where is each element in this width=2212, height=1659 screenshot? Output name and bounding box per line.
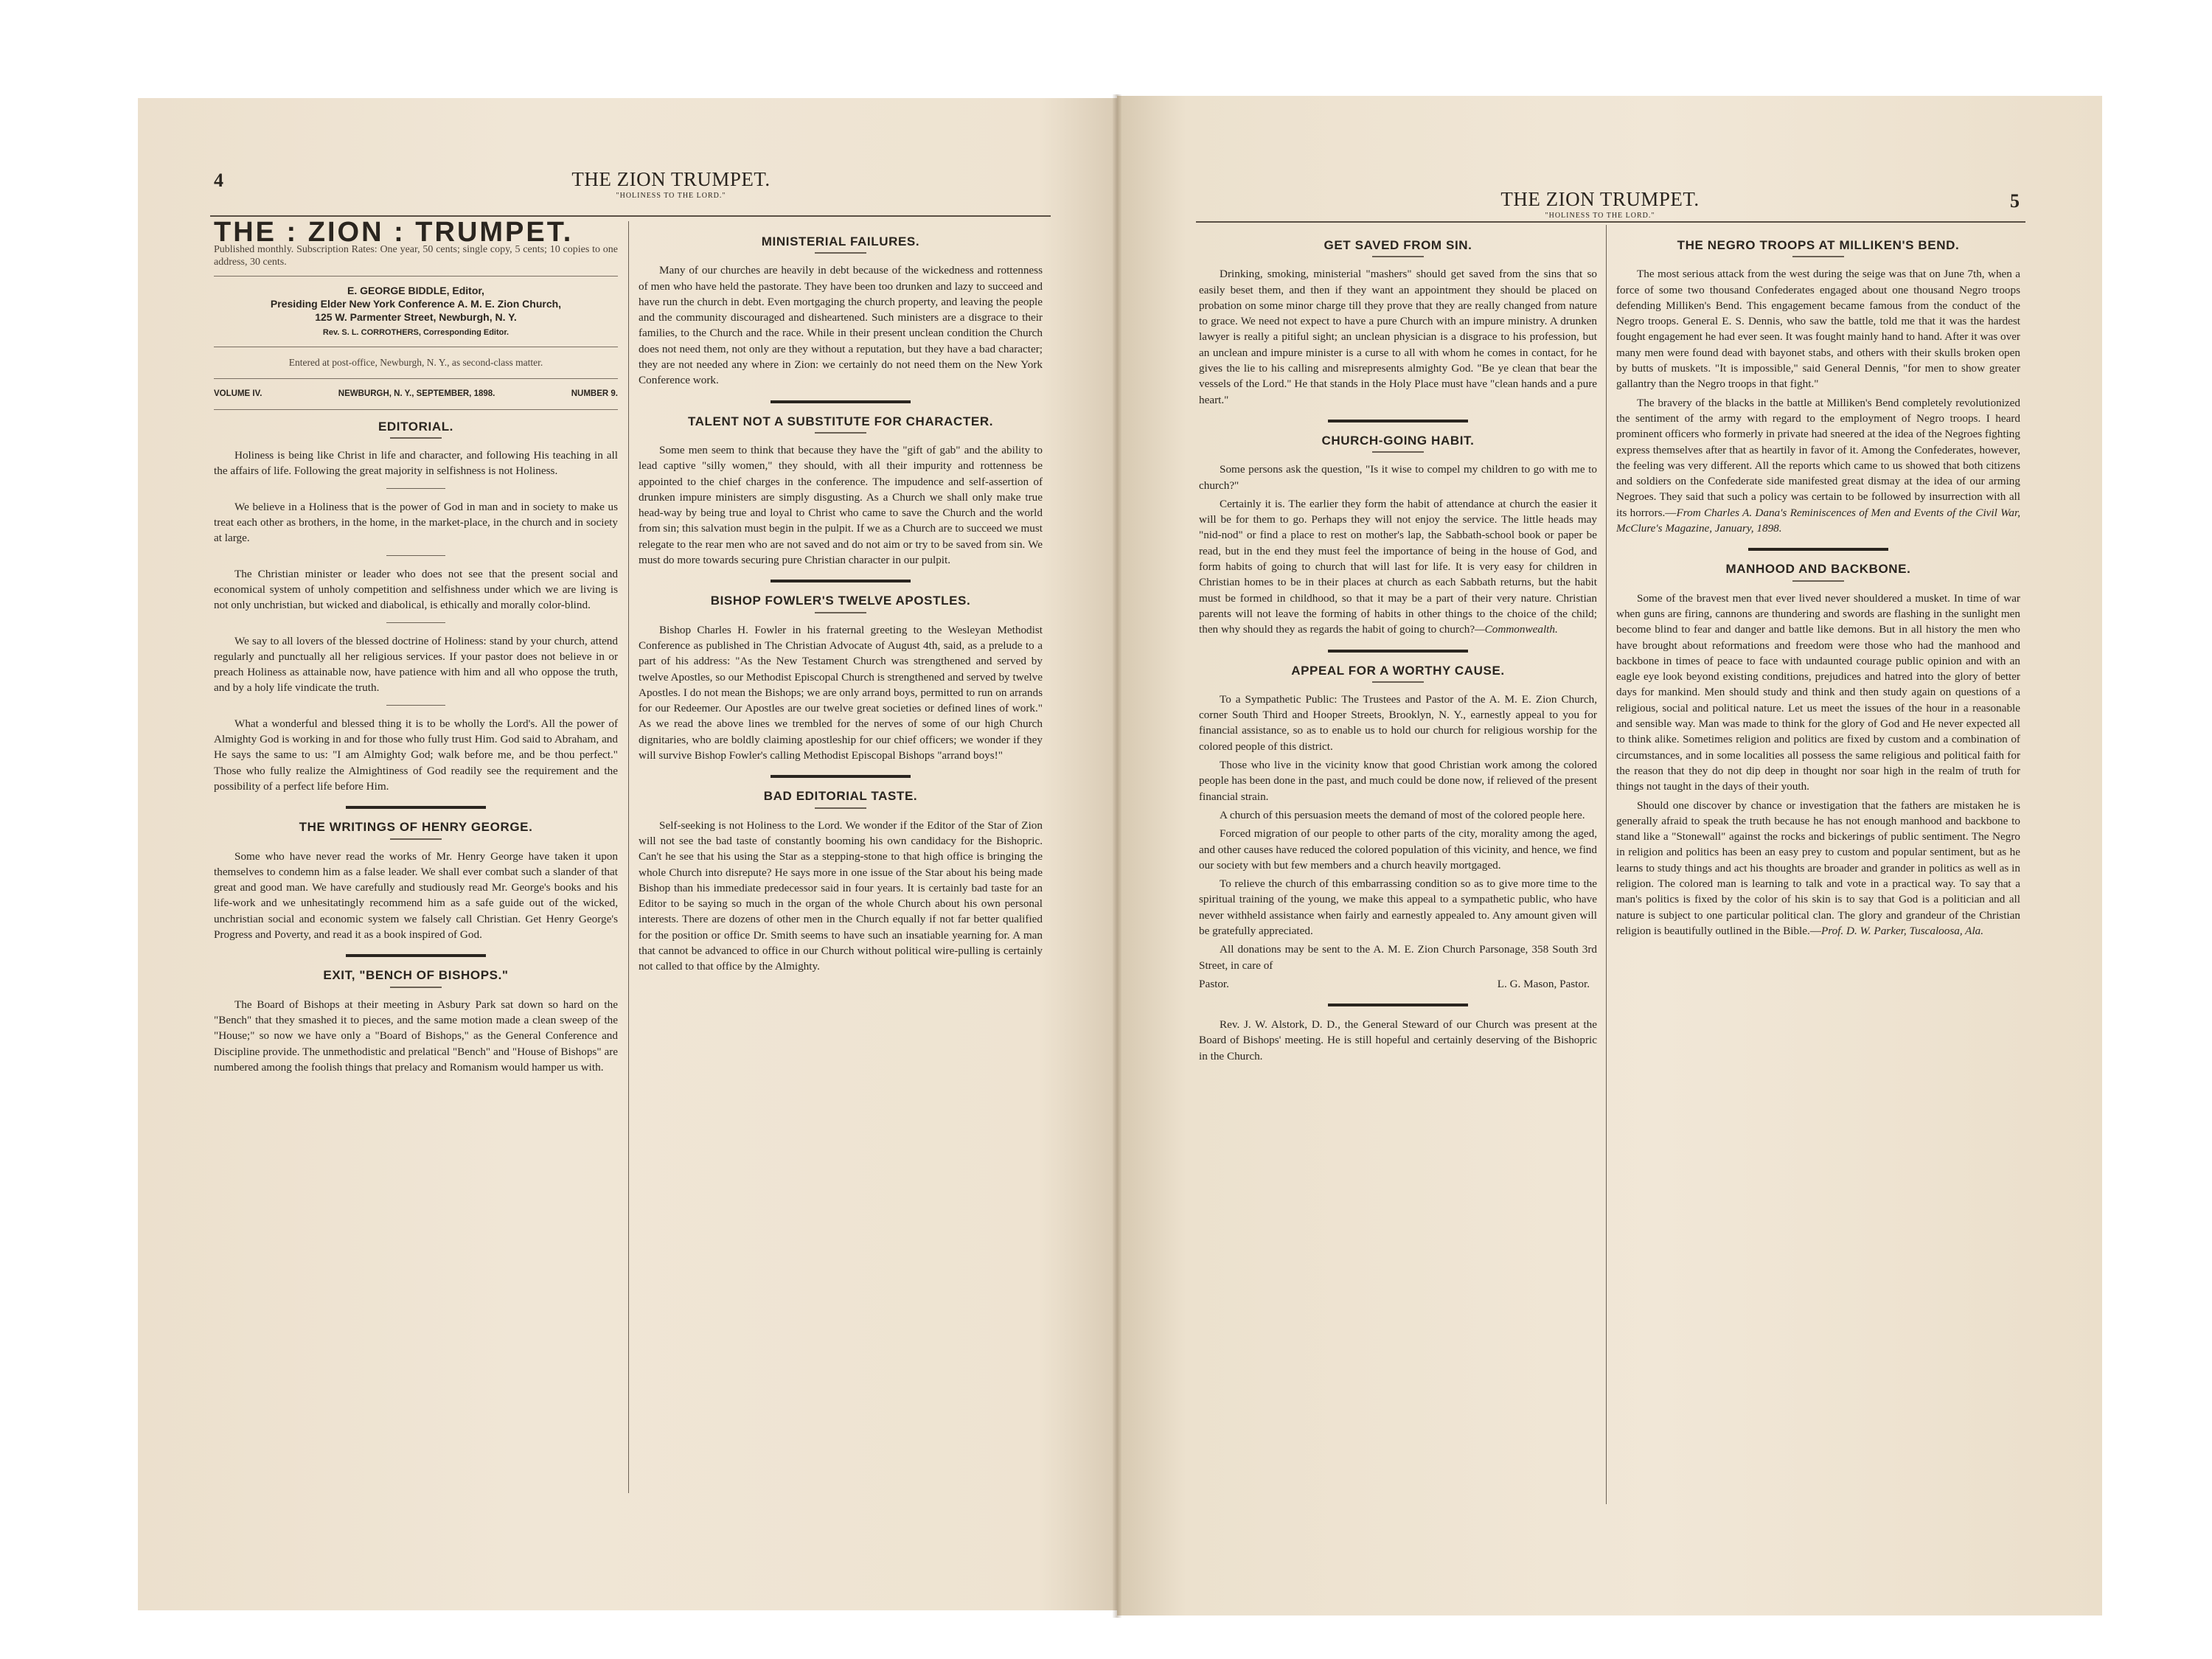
editorial-heading: EDITORIAL.: [378, 419, 454, 434]
right-running-head: [1445, 188, 1755, 220]
henry-george-text: Some who have never read the works of Mr. Henry George have taken it upon themselves to condemn him as a false leader. We shall ever combat such a slander of that great and good man. We have carefully and studiously read Mr. George's books and his life-work and we unhesitatingly recommend him as a safe guide out of the wicked, unchristian social and economic system we falsely call Christian. Get Henry George's Progress and Poverty, and read it as a book inspired of God.: [214, 849, 618, 942]
fowler-heading-rule: [815, 612, 866, 613]
talent-heading-rule: [815, 432, 866, 434]
right-page-number: 5: [2010, 190, 2020, 212]
saved-text: Drinking, smoking, ministerial "mashers" should get saved from the sins that so easily beset them, and then if they want an appointment they should be placed on probation on some minor charge till they prove that they are really changed from nature to grace. We need not expect to have a pure Church with an impure ministry. A drunken lawyer is really a pitiful sight; an unclean physician is a disgrace to his profession, but an unclean and impure minister is a curse to all with whom he comes in contact, for he gives the lie to his calling and misrepresents almighty God. "Be ye clean that bear the vessels of the Lord." He that stands in the Holy Place must have "clean hands and a pure heart.": [1199, 268, 1597, 406]
editorial-paragraph: What a wonderful and blessed thing it is to be wholly the Lord's. All the power of Almighty God is working in and for those who fully trust Him. God said to Abraham, and He says the same to us: "I am Almighty God; walk before me, and be thou perfect." Those who fully realize the Almightiness of God readily see the requirement and the possibility of a perfect life before Him.: [214, 717, 618, 793]
bad-taste-heading: BAD EDITORIAL TASTE.: [763, 789, 918, 804]
milliken-source: From Charles A. Dana's Reminiscences of Men and Events of the Civil War, McClure's Magazine, January, 1898.: [1616, 506, 2020, 535]
talent-heading: TALENT NOT A SUBSTITUTE FOR CHARACTER.: [687, 414, 994, 428]
appeal-paragraph: To relieve the church of this embarrassing condition so as to give more time to the spiritual training of the young, we make this appeal to a sympathetic public, who have never withheld assistance when fairly and earnestly appealed to. Any amount given will be gratefully appreciated.: [1199, 877, 1597, 937]
talent-text: Some men seem to think that because they have the "gift of gab" and the ability to lead captive "silly women," they should, with all their impurity and rottenness be appointed to the chief charges in the conference. The impudence and self-assertion of drunken impure ministers are simply disgusting. As a Church we shall only make true head-way by being true and loyal to Christ who came to save the Church and the world from sin; this salvation must begin in the pulpit. If we as a Church are to succeed we must relegate to the rear men who are not saved and do not aim or try to be saved from sin. We must do more towards securing pure Christian character in our pulpit.: [639, 443, 1043, 567]
editor-address: 125 W. Parmenter Street, Newburgh, N. Y.: [315, 311, 517, 324]
left-column-2: [639, 225, 1043, 978]
section-bar: [771, 775, 911, 778]
appeal-paragraph: A church of this persuasion meets the demand of most of the colored people here.: [1220, 808, 1585, 821]
manhood-heading: MANHOOD AND BACKBONE.: [1725, 562, 1911, 577]
milliken-paragraph: The most serious attack from the west during the seige was that on June 7th, when a force of some two thousand Confederates engaged about one thousand Negro troops defending Milliken's Bend. This engagement became famous from the conduct of the Negro troops. General E. S. Dennis, who saw the battle, told me that it was the hardest fought engagement he had ever seen. It was fought mainly hand to hand. After it was over many men were found dead with bayonet stabs, and others with their skulls broken open by butts of muskets. "It is impossible," said General Dennis, "for men to show greater gallantry than the Negro troops in that fight.": [1616, 268, 2020, 391]
manhood-paragraph: Some of the bravest men that ever lived never shouldered a musket. In time of war when guns are firing, cannons are thundering and swords are flashing in the sunlight men become blind to fear and danger and battle like demons. But in all history the men who have brought about reformations and freedom were those who had the manhood and backbone in times of peace to face with undaunted courage public opinion and with an eagle eye look beyond existing conditions, prejudices and hatred into the glory of better days for mankind. Men should study and think and then study again on questions of a religious, social and political nature. Let us meet the issues of the hour in a reasonable and sensible way. Man was made to think for the glory of God and He never expected all to think alike. Sometimes religion and politics are fixed by custom and a combination of circumstances, and in some localities all possess the same religious and political faith for the reason that they do not dip deep in thought nor soar high in the realm of truth for things not taught in the days of their youth.: [1616, 591, 2020, 793]
left-header-motto: "HOLINESS TO THE LORD.": [616, 192, 726, 200]
bench-heading-rule: [390, 987, 442, 988]
volume-number: VOLUME IV.: [214, 389, 262, 398]
right-column-rule: [1606, 225, 1607, 1504]
masthead-divider-3: [214, 378, 618, 379]
habit-paragraph: Some persons ask the question, "Is it wise to compel my children to go with me to church?": [1199, 463, 1597, 492]
section-bar: [1748, 548, 1888, 551]
ministerial-text: Many of our churches are heavily in debt because of the wickedness and rottenness of men who have held the pastorate. They have been too drunken and lazy to succeed and have run the church in debt. Even mortgaging the church property, and leaving the people and the community discouraged and disheartened. Such ministers are a disgrace to their families, to the Church and the race. While in their present unclean condition the Church does not need them, not only are they without a reputation, but they have a bad character; they are not needed any where in Zion: we certainly do not need them on the New York Conference work.: [639, 264, 1043, 387]
masthead-divider-4: [214, 409, 618, 410]
appeal-paragraph: Forced migration of our people to other parts of the city, morality among the aged, and other causes have reduced the colored population of this vicinity, and hence, we find our society with but few members and a church heavily mortgaged.: [1199, 827, 1597, 872]
fowler-heading: BISHOP FOWLER'S TWELVE APOSTLES.: [710, 594, 971, 608]
editorial-paragraph: We believe in a Holiness that is the power of God in man and in society to make us treat each other as brothers, in the home, in the market-place, in the church and in society at large.: [214, 500, 618, 545]
issue-place-date: NEWBURGH, N. Y., SEPTEMBER, 1898.: [338, 389, 495, 398]
masthead-editor-block: [214, 284, 618, 339]
manhood-paragraph: Should one discover by chance or investigation that the fathers are mistaken he is generally afraid to speak the truth because he has not enough manhood and backbone to stand like a "Stonewall" against the rocks and bickerings of public sentiment. The Negro in religion and politics has been an easy prey to custom and popular sentiment, but as he learns to study things and act his thoughts are broader and grander in politics as well as in religion. The colored man is learning to talk and vote in a practical way. To say that a man's politics is fixed by the color of his skin is to say that God is a politician and all nature is subject to one particular political clan. The glory and grandeur of the Christian religion is beautifully outlined in the Bible.—Prof. D. W. Parker, Tuscaloosa, Ala.: [1616, 799, 2020, 937]
appeal-paragraph: All donations may be sent to the A. M. E. Zion Church Parsonage, 358 South 3rd Street, in care of: [1199, 943, 1597, 972]
appeal-paragraph: To a Sympathetic Public: The Trustees and Pastor of the A. M. E. Zion Church, corner South Third and Hooper Streets, Brooklyn, N. Y., earnestly appeal to you for financial assistance, so as to enable us to hold our church for religious worship for the colored people of this district.: [1199, 692, 1597, 753]
editor-name: E. GEORGE BIDDLE, Editor,: [347, 285, 484, 297]
left-column-1: [214, 217, 618, 1078]
ministerial-heading: MINISTERIAL FAILURES.: [761, 234, 920, 248]
bench-heading: EXIT, "BENCH OF BISHOPS.": [323, 968, 509, 983]
saved-heading: GET SAVED FROM SIN.: [1324, 238, 1472, 252]
habit-paragraph: Certainly it is. The earlier they form the habit of attendance at church the easier it will be for them to go. Perhaps they will not enjoy the service. The little heads may "nid-nod" or find a place to rest on mother's lap, the Sabbath-school book or paper be read, but in the end they must feel the importance of being in the house of God, and form habits of going to church that will last for life. It is very easy for children in Christian homes to be in their places at church as each Sabbath returns, but the habit must be formed in childhood, so that it may be a part of their very nature. Christian parents will not leave the forming of habits in other things to the choice of the child; then why should they as regards the habit of going to church?—Commonwealth.: [1199, 497, 1597, 636]
milliken-body: The bravery of the blacks in the battle at Milliken's Bend completely revolutionized the sentiment of the army with regard to the employment of Negro troops. I heard prominent officers who formerly in private had sneered at the idea of the Negroes fighting express themselves after that as heartily in favor of it. Among the Confederates, however, the feeling was very different. All the reports which came to us showed that both citizens and soldiers on the Confederate side manifested great dismay at the idea of our arming Negroes. They said that such a policy was certain to be followed by insurrection with all its horrors.: [1616, 396, 2020, 519]
volume-line: [214, 386, 618, 402]
section-bar: [1328, 1004, 1468, 1006]
henry-george-heading: THE WRITINGS OF HENRY GEORGE.: [299, 820, 533, 835]
editorial-separator: [386, 705, 445, 706]
bad-taste-text: Self-seeking is not Holiness to the Lord. We wonder if the Editor of the Star of Zion will not see the bad taste of constantly booming his own candidacy for the Bishopric. Can't he see that his using the Star as a stepping-stone to that high office is bringing the whole Church into disrepute? He says more in one issue of the Star about his being made Bishop than his immediate predecessor said in four years. It is certainly bad taste for an Editor to be saying so much in the organ of the whole Church about his own personal interests. There are dozens of other men in the Church equally if not far better qualified for the position or office Dr. Smith seems to have such an insatiable yearning for. A man that cannot be advanced to office in our Church without political wire-pulling is certainly not called to that office by the Almighty.: [639, 818, 1043, 973]
issue-number: NUMBER 9.: [571, 389, 618, 398]
saved-heading-rule: [1372, 256, 1424, 257]
appeal-heading-rule: [1372, 681, 1424, 683]
milliken-paragraph: The bravery of the blacks in the battle at Milliken's Bend completely revolutionized the sentiment of the army with regard to the employment of Negro troops. I heard prominent officers who formerly in private had sneered at the idea of the Negroes fighting express themselves after that as heartily in favor of it. Among the Confederates, however, the feeling was very different. All the reports which came to us showed that both citizens and soldiers on the Confederate side manifested great dismay at the idea of our arming Negroes. They said that such a policy was certain to be followed by insurrection with all its horrors.—From Charles A. Dana's Reminiscences of Men and Events of the Civil War, McClure's Magazine, January, 1898.: [1616, 396, 2020, 535]
milliken-heading-rule: [1792, 256, 1844, 257]
editorial-paragraph: The Christian minister or leader who does not see that the present social and economical system of unholy competition and selfishness under which we are living is not only unchristian, but wicked and diabolical, is ethically and morally color-blind.: [214, 567, 618, 612]
editor-role: Presiding Elder New York Conference A. M. E. Zion Church,: [270, 298, 562, 310]
bad-taste-heading-rule: [815, 807, 866, 809]
appeal-signature: L. G. Mason, Pastor.: [1497, 977, 1590, 990]
habit-body: Certainly it is. The earlier they form the habit of attendance at church the easier it will be for them to go. Perhaps they will not enjoy the service. The little heads may "nid-nod" or find a place to rest on mother's lap, the Sabbath-school book or paper be read, but in the end they must feel the importance of being in the house of God, and form habits of going to church that will last for life. It is very easy for children in Christian homes to be in their places at church as each Sabbath returns, but the habit must be formed in childhood, so that it may be a part of their very nature. Christian parents will not leave the forming of habits in other things to the choice of the child; then why should they as regards the habit of going to church?: [1199, 497, 1597, 636]
right-column-2: [1616, 229, 2020, 942]
ministerial-heading-rule: [815, 252, 866, 254]
editorial-paragraph: We say to all lovers of the blessed doctrine of Holiness: stand by your church, attend regularly and punctually all her religious services. If your pastor does not believe in or preach Holiness as attainable now, have patience with him and all who oppose the truth, and by a holy life vindicate the truth.: [214, 634, 618, 695]
editorial-separator: [386, 488, 445, 489]
bench-text: The Board of Bishops at their meeting in Asbury Park sat down so hard on the "Bench" that they smashed it to pieces, and the same motion made a clean sweep of the "House;" so now we have only a "Board of Bishops," as the General Conference and Discipline provide. The unmethodistic and prelatical "Bench" and "House of Bishops" are numbered among the foolish things that prelacy and Romanism would hamper us with.: [214, 998, 618, 1074]
left-page-number: 4: [214, 170, 223, 191]
appeal-heading: APPEAL FOR A WORTHY CAUSE.: [1291, 663, 1505, 678]
editorial-separator: [386, 622, 445, 623]
section-bar: [771, 400, 911, 403]
section-bar: [346, 806, 486, 809]
right-header-motto: "HOLINESS TO THE LORD.": [1545, 212, 1655, 220]
left-column-rule: [628, 221, 629, 1493]
masthead-entered: Entered at post-office, Newburgh, N. Y., as second-class matter.: [288, 357, 543, 369]
section-bar: [1328, 650, 1468, 653]
manhood-heading-rule: [1792, 580, 1844, 582]
left-running-head: [516, 168, 826, 200]
right-column-1: [1199, 229, 1597, 1067]
right-header-title: THE ZION TRUMPET.: [1500, 188, 1700, 210]
habit-heading-rule: [1372, 451, 1424, 453]
milliken-heading: THE NEGRO TROOPS AT MILLIKEN'S BEND.: [1677, 238, 1960, 252]
section-bar: [1328, 420, 1468, 422]
page-gutter: [1113, 94, 1121, 1618]
editorial-paragraph: Holiness is being like Christ in life and character, and following His teaching in all the affairs of life. Following the great majority in selfishness is not Holiness.: [214, 449, 618, 478]
fowler-text: Bishop Charles H. Fowler in his fraternal greeting to the Wesleyan Methodist Conference as published in The Christian Advocate of August 4th, said, as a prelude to a part of his address: "As the New Testament Church was strengthened and served by twelve Apostles, so our Methodist Episcopal Church is strengthened and served by twelve Apostles. I do not mean the Bishops; we are only arrand boys, permitted to run on arrands for our Redeemer. Our Apostles are our twelve great societies or defined lines of work." As we read the above lines we trembled for the nerves of some of our high Church dignitaries, who are boldly claiming apostleship for our chief officers; we wonder if they will survive Bishop Fowler's calling Methodist Episcopal Bishops "arrand boys!": [639, 623, 1043, 762]
masthead-published: Published monthly. Subscription Rates: One year, 50 cents; single copy, 5 cents; 10 copies to one address, 30 cents.: [214, 244, 618, 268]
section-bar: [771, 580, 911, 582]
appeal-signature-line: [1199, 976, 1597, 992]
corresponding-editor: Rev. S. L. CORROTHERS, Corresponding Editor.: [322, 328, 509, 338]
habit-source: Commonwealth.: [1484, 623, 1558, 636]
editorial-separator: [386, 555, 445, 556]
editorial-heading-rule: [390, 437, 442, 439]
manhood-source: Prof. D. W. Parker, Tuscaloosa, Ala.: [1820, 924, 1984, 937]
manhood-body: Should one discover by chance or investigation that the fathers are mistaken he is generally afraid to speak the truth because he has not enough manhood and backbone to stand like a "Stonewall" against the rocks and bickerings of public sentiment. The Negro in religion and politics has been an easy prey to custom and popular sentiment, but as he learns to study things and act his thoughts are broader and grander in politics as well as in religion. The colored man is learning to talk and vote in a practical way. To say that a man's politics is fixed by the color of his skin is to say that God is a politician and all nature is subject to one particular political clan. The glory and grandeur of the Christian religion is beautifully outlined in the Bible.: [1616, 799, 2020, 937]
appeal-pastor-label: Pastor.: [1199, 977, 1229, 990]
section-bar: [346, 954, 486, 957]
alstork-note: Rev. J. W. Alstork, D. D., the General Steward of our Church was present at the Board of Bishops' meeting. He is still hopeful and certainly deserving of the Bishopric in the Church.: [1199, 1018, 1597, 1062]
appeal-paragraph: Those who live in the vicinity know that good Christian work among the colored people has been done in the past, and much could be done now, if relieved of the present financial strain.: [1199, 759, 1597, 803]
masthead-title: THE : ZION : TRUMPET.: [214, 217, 574, 248]
habit-heading: CHURCH-GOING HABIT.: [1321, 433, 1475, 448]
editorial-body: [214, 448, 618, 794]
henry-george-heading-rule: [390, 838, 442, 840]
left-header-title: THE ZION TRUMPET.: [571, 168, 771, 190]
right-header-rule: [1196, 221, 2025, 223]
